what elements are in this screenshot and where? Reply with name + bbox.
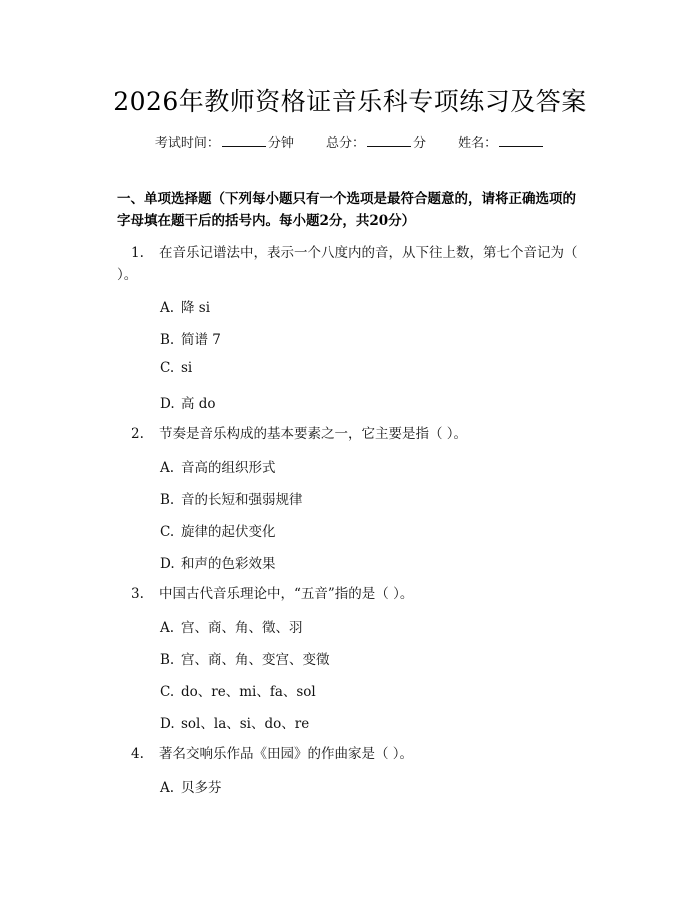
option-2a	[160, 456, 276, 476]
option-2c	[160, 520, 276, 540]
option-letter: D.	[160, 396, 175, 412]
question-1	[117, 242, 587, 286]
total-score-blank	[367, 134, 411, 147]
option-text: 旋律的起伏变化	[181, 524, 276, 540]
exam-info-line	[0, 132, 700, 151]
question-number: 4.	[131, 746, 144, 762]
option-letter: C.	[160, 684, 175, 700]
option-3a	[160, 616, 303, 636]
option-letter: D.	[160, 556, 175, 572]
total-score-label: 总分：	[325, 136, 365, 151]
option-3b	[160, 648, 330, 668]
option-text: 宫、商、角、变宫、变徵	[181, 652, 330, 668]
student-name	[458, 132, 545, 151]
student-name-blank	[499, 134, 543, 147]
question-3	[131, 583, 413, 605]
option-text: 降 si	[181, 300, 211, 316]
option-letter: A.	[160, 300, 175, 316]
option-letter: B.	[160, 652, 175, 668]
option-text: 高 do	[181, 396, 216, 412]
total-score	[326, 132, 426, 151]
option-4a	[160, 776, 222, 796]
question-4	[131, 743, 413, 765]
total-score-unit: 分	[413, 136, 427, 151]
option-letter: C.	[160, 524, 175, 540]
option-2b	[160, 488, 303, 508]
option-letter: A.	[160, 620, 175, 636]
exam-time	[155, 132, 294, 151]
option-letter: A.	[160, 780, 175, 796]
question-2	[131, 423, 467, 445]
student-name-label: 姓名：	[458, 136, 498, 151]
question-stem: 在音乐记谱法中，表示一个八度内的音，从下往上数，第七个音记为（ ）。	[117, 245, 578, 283]
exam-time-label: 考试时间：	[154, 136, 220, 151]
question-stem: 中国古代音乐理论中，“五音”指的是（ ）。	[159, 586, 414, 602]
option-text: si	[181, 360, 193, 376]
option-3c	[160, 680, 316, 700]
option-text: 音的长短和强弱规律	[181, 492, 303, 508]
exam-time-unit: 分钟	[267, 136, 294, 151]
section-heading: 一、单项选择题（下列每小题只有一个选项是最符合题意的，请将正确选项的字母填在题干后的括号内。每小题2分，共20分）	[117, 191, 576, 229]
option-text: 音高的组织形式	[181, 460, 276, 476]
option-text: 宫、商、角、徵、羽	[181, 620, 303, 636]
exam-time-blank	[222, 134, 266, 147]
question-stem: 著名交响乐作品《田园》的作曲家是（ ）。	[159, 746, 414, 762]
option-text: do、re、mi、fa、sol	[181, 684, 316, 700]
page-title: 2026年教师资格证音乐科专项练习及答案	[113, 87, 587, 116]
option-3d	[160, 712, 309, 732]
option-letter: D.	[160, 716, 175, 732]
question-stem: 节奏是音乐构成的基本要素之一，它主要是指（ ）。	[159, 426, 468, 442]
option-text: 贝多芬	[181, 780, 222, 796]
question-number: 3.	[131, 586, 144, 602]
option-text: 和声的色彩效果	[181, 556, 276, 572]
question-number: 1.	[131, 245, 144, 261]
option-1b	[160, 328, 221, 348]
question-number: 2.	[131, 426, 144, 442]
option-1c	[160, 360, 192, 376]
option-1d	[160, 392, 216, 412]
option-letter: B.	[160, 492, 175, 508]
option-text: sol、la、si、do、re	[181, 716, 310, 732]
option-text: 简谱 7	[181, 332, 221, 348]
option-letter: B.	[160, 332, 175, 348]
option-1a	[160, 296, 210, 316]
option-letter: C.	[160, 360, 175, 376]
option-2d	[160, 552, 276, 572]
option-letter: A.	[160, 460, 175, 476]
